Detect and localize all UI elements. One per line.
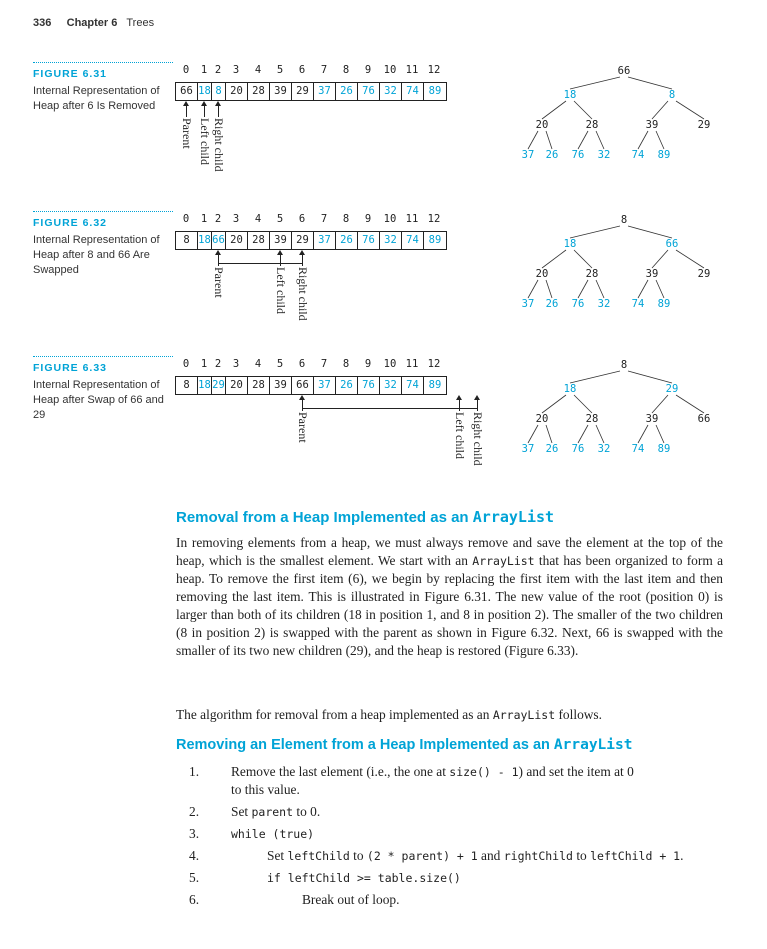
- pointer-label-right-child: Right child: [296, 267, 310, 321]
- pointer-label-right-child: Right child: [471, 412, 485, 466]
- array-index: 7: [320, 64, 328, 76]
- tree-node: 89: [657, 443, 671, 455]
- tree-node: 89: [657, 149, 671, 161]
- array-cell: 37: [314, 377, 336, 394]
- section-paragraph-2: [176, 706, 723, 724]
- pointer-arrow: [459, 399, 460, 411]
- tree-edge: [656, 131, 664, 149]
- array-cell: 39: [270, 83, 292, 100]
- array-cell: 20: [226, 232, 248, 249]
- array-index: 4: [254, 64, 262, 76]
- array-cell: 66: [292, 377, 314, 394]
- para1-text-b: that has been organized to form a heap. To remove the first item (6), we begin by replacing the first item with the last item and then removing the last item. This is illustrated in Figure 6.31. The new value of the root (position 0) is larger than both of its children (18 in position 1, and 8 in position 2). The smaller of the two children (8 in position 2) is swapped with the parent as shown in Figure 6.32. Next, 66 is swapped with the smaller of its two new children (29), and the heap is restored (Figure 6.33).: [176, 553, 724, 658]
- array-index: 9: [364, 213, 372, 225]
- pointer-label-left-child: Left child: [274, 267, 288, 314]
- pointer-arrow: [218, 105, 219, 117]
- array-index: 7: [320, 213, 328, 225]
- page-number: 336: [33, 17, 52, 29]
- array-index: 7: [320, 358, 328, 370]
- tree-edge: [656, 280, 664, 298]
- algorithm-heading-code: ArrayList: [553, 737, 633, 753]
- algorithm-heading-text: Removing an Element from a Heap Implemented as an: [176, 737, 554, 753]
- chapter-label: Chapter 6: [66, 17, 118, 29]
- step-text: Set: [267, 848, 288, 863]
- array-cell: 66: [176, 83, 198, 100]
- tree-node: 74: [631, 149, 645, 161]
- tree-edge: [528, 280, 538, 298]
- array-index: 11: [405, 213, 419, 225]
- array-index: 8: [342, 358, 350, 370]
- heap-tree: [520, 356, 730, 466]
- figure-rule: [33, 356, 173, 357]
- array-index: 2: [214, 358, 222, 370]
- array-cell: 74: [402, 377, 424, 394]
- tree-node: 20: [535, 119, 549, 131]
- array-cell: 26: [336, 83, 358, 100]
- para2-text-a: The algorithm for removal from a heap implemented as an: [176, 707, 493, 722]
- array-cell: 8: [176, 232, 198, 249]
- tree-edge: [596, 131, 604, 149]
- step-code: parent: [251, 805, 294, 819]
- tree-edge: [542, 101, 566, 119]
- array-index: 8: [342, 64, 350, 76]
- array-cell: 76: [358, 232, 380, 249]
- tree-node: 74: [631, 443, 645, 455]
- array-cell: 8: [212, 83, 226, 100]
- array-index: 6: [298, 358, 306, 370]
- array-index: 6: [298, 64, 306, 76]
- step-code: (2 * parent) + 1: [366, 849, 478, 863]
- tree-node: 66: [665, 238, 679, 250]
- array-index: 12: [427, 64, 441, 76]
- array-cells: [175, 376, 447, 395]
- pointer-label-right-child: Right child: [212, 118, 226, 172]
- array-cell: 29: [212, 377, 226, 394]
- figure-label: FIGURE 6.32: [33, 217, 108, 229]
- figure-label: FIGURE 6.33: [33, 362, 108, 374]
- tree-node: 26: [545, 298, 559, 310]
- tree-edge: [652, 395, 668, 413]
- array-index: 12: [427, 213, 441, 225]
- tree-edge: [570, 371, 620, 383]
- tree-node: 29: [697, 119, 711, 131]
- array-index: 3: [232, 213, 240, 225]
- step-number: 5.: [189, 870, 200, 885]
- tree-node: 32: [597, 149, 611, 161]
- array-cell: 74: [402, 232, 424, 249]
- array-index: 12: [427, 358, 441, 370]
- step-number: 1.: [189, 764, 200, 779]
- tree-edge: [542, 250, 566, 268]
- array-index: 5: [276, 64, 284, 76]
- tree-node: 20: [535, 413, 549, 425]
- tree-edge: [638, 131, 648, 149]
- algorithm-heading: [176, 737, 632, 753]
- tree-node: 8: [668, 89, 676, 101]
- step-text: Set: [231, 804, 252, 819]
- tree-edge: [676, 250, 704, 268]
- pointer-arrow: [280, 254, 281, 266]
- array-cell: 28: [248, 377, 270, 394]
- step-text: to this value.: [231, 782, 300, 797]
- step-number: 3.: [189, 826, 200, 841]
- tree-node: 20: [535, 268, 549, 280]
- pointer-label-left-child: Left child: [453, 412, 467, 459]
- tree-node: 26: [545, 443, 559, 455]
- page-header: [33, 17, 154, 29]
- step-text: Remove the last element (i.e., the one at: [231, 764, 450, 779]
- pointer-arrow: [204, 105, 205, 117]
- tree-node: 39: [645, 119, 659, 131]
- array-index: 9: [364, 358, 372, 370]
- step-code: while (true): [231, 827, 315, 841]
- array-cells: [175, 82, 447, 101]
- tree-node: 8: [620, 214, 628, 226]
- tree-edge: [528, 131, 538, 149]
- array-cell: 76: [358, 377, 380, 394]
- step-text: to: [349, 848, 367, 863]
- tree-edge: [574, 250, 592, 268]
- tree-node: 66: [617, 65, 631, 77]
- array-cell: 37: [314, 83, 336, 100]
- tree-node: 18: [563, 238, 577, 250]
- step-code: if leftChild >= table.size(): [267, 871, 461, 885]
- chapter-title: Trees: [126, 17, 155, 29]
- tree-edge: [546, 280, 552, 298]
- tree-edge: [656, 425, 664, 443]
- tree-edge: [528, 425, 538, 443]
- array-cell: 20: [226, 377, 248, 394]
- array-index: 9: [364, 64, 372, 76]
- step-code: leftChild: [287, 849, 350, 863]
- array-cell: 76: [358, 83, 380, 100]
- array-index: 0: [182, 358, 190, 370]
- tree-edge: [570, 77, 620, 89]
- array-index: 10: [383, 213, 397, 225]
- tree-edge: [574, 101, 592, 119]
- tree-node: 37: [521, 149, 535, 161]
- array-index: 11: [405, 64, 419, 76]
- array-index: 5: [276, 358, 284, 370]
- tree-node: 26: [545, 149, 559, 161]
- array-cell: 37: [314, 232, 336, 249]
- tree-edge: [570, 226, 620, 238]
- array-index: 3: [232, 64, 240, 76]
- tree-node: 28: [585, 119, 599, 131]
- pointer-label-parent: Parent: [180, 118, 194, 149]
- tree-edge: [578, 280, 588, 298]
- array-index: 4: [254, 213, 262, 225]
- tree-edge: [628, 77, 672, 89]
- tree-edge: [546, 425, 552, 443]
- tree-edge: [578, 425, 588, 443]
- tree-node: 28: [585, 413, 599, 425]
- tree-node: 32: [597, 443, 611, 455]
- step-text: and: [477, 848, 504, 863]
- step-number: 2.: [189, 804, 200, 819]
- array-index: 4: [254, 358, 262, 370]
- array-cell: 18: [198, 232, 212, 249]
- array-cell: 29: [292, 83, 314, 100]
- pointer-label-parent: Parent: [296, 412, 310, 443]
- tree-node: 89: [657, 298, 671, 310]
- array-cell: 20: [226, 83, 248, 100]
- array-cell: 39: [270, 377, 292, 394]
- array-cell: 74: [402, 83, 424, 100]
- tree-edge: [596, 280, 604, 298]
- step-number: 4.: [189, 848, 200, 863]
- pointer-arrow: [302, 399, 303, 411]
- tree-node: 39: [645, 413, 659, 425]
- array-index: 0: [182, 64, 190, 76]
- array-cell: 26: [336, 232, 358, 249]
- pointer-arrow: [302, 254, 303, 266]
- array-cell: 32: [380, 232, 402, 249]
- array-cell: 8: [176, 377, 198, 394]
- tree-edge: [676, 395, 704, 413]
- figure-label: FIGURE 6.31: [33, 68, 108, 80]
- tree-node: 8: [620, 359, 628, 371]
- tree-node: 28: [585, 268, 599, 280]
- tree-node: 18: [563, 383, 577, 395]
- array-index: 6: [298, 213, 306, 225]
- tree-edge: [546, 131, 552, 149]
- figure-caption: Internal Representation of Heap after Swap of 66 and 29: [33, 379, 164, 421]
- tree-edge: [638, 280, 648, 298]
- pointer-label-parent: Parent: [212, 267, 226, 298]
- heap-tree: [520, 62, 730, 172]
- tree-node: 29: [697, 268, 711, 280]
- para2-code: ArrayList: [492, 708, 556, 722]
- array-index: 1: [200, 213, 208, 225]
- pointer-arrow: [218, 254, 219, 266]
- tree-node: 18: [563, 89, 577, 101]
- tree-edge: [542, 395, 566, 413]
- step-text: to 0.: [293, 804, 321, 819]
- para1-text-a: In removing elements from a heap, we must always remove and save the element at the top of the heap, which is the smallest element. We start with an: [176, 535, 723, 568]
- step-text: to: [572, 848, 591, 863]
- pointer-bracket: [302, 408, 477, 409]
- figure-rule: [33, 211, 173, 212]
- step-code: rightChild: [503, 849, 573, 863]
- step-text: ) and set the item at 0: [518, 764, 634, 779]
- array-cell: 89: [428, 234, 442, 246]
- array-cell: 26: [336, 377, 358, 394]
- heap-tree: [520, 211, 730, 321]
- tree-node: 39: [645, 268, 659, 280]
- tree-node: 76: [571, 149, 585, 161]
- tree-node: 76: [571, 298, 585, 310]
- array-index: 2: [214, 64, 222, 76]
- pointer-bracket: [218, 263, 302, 264]
- array-cell: 66: [212, 232, 226, 249]
- array-index: 0: [182, 213, 190, 225]
- step-code: leftChild + 1: [590, 849, 681, 863]
- tree-edge: [676, 101, 704, 119]
- figure-caption: Internal Representation of Heap after 8 and 66 Are Swapped: [33, 234, 160, 276]
- array-cell: 18: [198, 83, 212, 100]
- tree-node: 66: [697, 413, 711, 425]
- array-cell: 89: [428, 379, 442, 391]
- array-index: 8: [342, 213, 350, 225]
- array-cell: 28: [248, 232, 270, 249]
- tree-node: 29: [665, 383, 679, 395]
- para2-text-b: follows.: [555, 707, 602, 722]
- tree-edge: [652, 101, 668, 119]
- array-cell: 89: [428, 85, 442, 97]
- array-index: 2: [214, 213, 222, 225]
- tree-edge: [652, 250, 668, 268]
- tree-edge: [596, 425, 604, 443]
- para1-code: ArrayList: [472, 554, 535, 568]
- section-heading-text: Removal from a Heap Implemented as an: [176, 509, 473, 526]
- step-code: size() - 1: [449, 765, 519, 779]
- array-cell: 18: [198, 377, 212, 394]
- tree-edge: [628, 371, 672, 383]
- tree-node: 76: [571, 443, 585, 455]
- section-heading: [176, 508, 554, 526]
- array-cell: 32: [380, 377, 402, 394]
- array-cell: 28: [248, 83, 270, 100]
- step-number: 6.: [189, 892, 200, 907]
- array-index: 10: [383, 358, 397, 370]
- figure-rule: [33, 62, 173, 63]
- tree-node: 37: [521, 443, 535, 455]
- array-index: 3: [232, 358, 240, 370]
- array-index: 10: [383, 64, 397, 76]
- array-cell: 39: [270, 232, 292, 249]
- step-text: Break out of loop.: [302, 892, 400, 907]
- tree-node: 32: [597, 298, 611, 310]
- pointer-arrow: [186, 105, 187, 117]
- section-heading-code: ArrayList: [472, 508, 555, 526]
- section-paragraph-1: [176, 534, 723, 660]
- array-index: 11: [405, 358, 419, 370]
- tree-edge: [638, 425, 648, 443]
- tree-edge: [628, 226, 672, 238]
- array-index: 1: [200, 358, 208, 370]
- step-text: .: [680, 848, 684, 863]
- tree-edge: [578, 131, 588, 149]
- array-cell: 29: [292, 232, 314, 249]
- array-cells: [175, 231, 447, 250]
- tree-edge: [574, 395, 592, 413]
- figure-caption: Internal Representation of Heap after 6 Is Removed: [33, 85, 160, 112]
- pointer-label-left-child: Left child: [198, 118, 212, 165]
- array-index: 5: [276, 213, 284, 225]
- tree-node: 74: [631, 298, 645, 310]
- array-cell: 32: [380, 83, 402, 100]
- tree-node: 37: [521, 298, 535, 310]
- array-index: 1: [200, 64, 208, 76]
- pointer-arrow: [477, 399, 478, 411]
